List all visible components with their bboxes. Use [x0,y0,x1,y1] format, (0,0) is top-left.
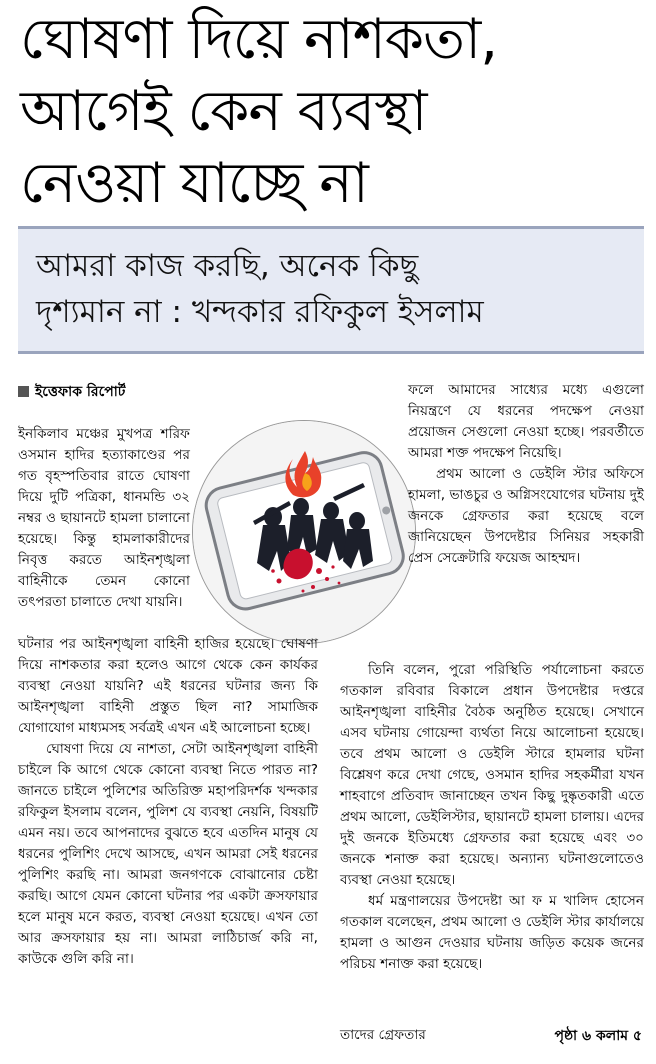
subheadline-line-2: দৃশ্যমান না : খন্দকার রফিকুল ইসলাম [36,294,484,330]
right-column-wrap [408,380,644,569]
right-paragraph-3: তিনি বলেন, পুরো পরিস্থিতি পর্যালোচনা করতে গতকাল রবিবার বিকালে প্রধান উপদেষ্টার দপ্তরে আইনশৃঙ্খলা বাহিনীর বৈঠক অনুষ্ঠিত হয়েছে। সেখানে এসব ঘটনায় গোয়েন্দা ব্যর্থতা নিয়ে আলোচনা হয়েছে। তবে প্রথম আলো ও ডেইলি স্টারে হামলার ঘটনা বিশ্লেষণ করে দেখা গেছে, ওসমান হাদির সহকর্মীরা যখন শাহবাগে প্রতিবাদ জানাচ্ছেন তখন কিছু দুষ্কৃতকারী এতে প্রথম আলো, ডেইলিস্টার, ছায়ানটে হামলা চালায়। এদের দুই জনকে ইতিমধ্যে গ্রেফতার করা হয়েছে এবং ৩০ জনকে শনাক্ত করা হয়েছে। অন্যান্য ঘটনাগুলোতেও ব্যবস্থা নেওয়া হয়েছে। [340,662,644,888]
headline-line-1: ঘোষণা দিয়ে নাশকতা, [20,7,498,72]
headline-line-3: নেওয়া যাচ্ছে না [20,151,368,216]
left-column-full [18,634,318,970]
left-paragraph-1-start: ইনকিলাব মঞ্চের মুখপত্র শরিফ ওসমান হাদির হত্যাকাণ্ডের পর গত বৃহস্পতিবার রাতে ঘোষণা দিয়ে দুটি পত্রিকা, ধানমন্ডি ৩২ নম্বর ও ছায়ানটে হামলা চালানো হয়েছে। কিন্তু হামলাকারীদের নিবৃত্ত করতে আইনশৃঙ্খলা বাহিনীকে তেমন কোনো তৎপরতা চালাতে দেখা যায়নি। [18,426,190,610]
subheadline [36,243,484,335]
phone-mob-illustration [193,421,415,643]
headline [20,4,640,220]
left-paragraph-2: ঘোষণা দিয়ে যে নাশতা, সেটা আইনশৃঙ্খলা বাহিনী চাইলে কি আগে থেকে কোনো ব্যবস্থা নিতে পারত না? জানতে চাইলে পুলিশের অতিরিক্ত মহাপরিদর্শক খন্দকার রফিকুল ইসলাম বলেন, পুলিশ যে ব্যবস্থা নেয়নি, বিষয়টি এমন নয়। তবে আপনাদের বুঝতে হবে এতদিন মানুষ যে ধরনের পুলিশিং দেখে আসছে, এখন আমরা সেই ধরনের পুলিশিং করছি না। আমরা জনগণকে বোঝানোর চেষ্টা করছি। আগে যেমন কোনো ঘটনার পর একটা ক্রসফায়ার হলে মানুষ মনে করত, ব্যবস্থা নেওয়া হয়েছে। এখন তো আর ক্রসফায়ার হয় না। আমরা লাঠিচার্জ করি না, কাউকে গুলি করি না। [18,741,318,967]
headline-line-2: আগেই কেন ব্যবস্থা [20,79,427,144]
right-paragraph-1: ফলে আমাদের সাধ্যের মধ্যে এগুলো নিয়ন্ত্রণে যে ধরনের পদক্ষেপ নেওয়া প্রয়োজন সেগুলো নেওয়া হচ্ছে। পরবর্তীতে আমরা শক্ত পদক্ষেপ নিয়েছি। [408,382,644,461]
byline [18,380,125,404]
left-column-wrap [18,424,190,613]
subheadline-line-1: আমরা কাজ করছি, অনেক কিছু [36,248,419,284]
illustration-image [192,420,416,644]
left-paragraph-1-rest: ঘটনার পর আইনশৃঙ্খলা বাহিনী হাজির হয়েছে। ঘোষণা দিয়ে নাশকতার করা হলেও আগে থেকে কেন কার্যকর ব্যবস্থা নেওয়া যায়নি? এই ধরনের ঘটনার জন্য কি আইনশৃঙ্খলা বাহিনী প্রস্তুত ছিল না? সামাজিক যোগাযোগ মাধ্যমসহ সর্বত্রই এখন এই আলোচনা হচ্ছে। [18,636,318,736]
right-paragraph-4: ধর্ম মন্ত্রণালয়ের উপদেষ্টা আ ফ ম খালিদ হোসেন গতকাল বলেছেন, প্রথম আলো ও ডেইলি স্টার কার্যালয়ে হামলা ও আগুন দেওয়ার ঘটনায় জড়িত কয়েক জনের পরিচয় শনাক্ত করা হয়েছে। [340,893,644,972]
right-last-line: তাদের গ্রেফতার [340,1027,426,1043]
byline-text: ইত্তেফাক রিপোর্ট [35,384,126,400]
byline-square-icon [18,386,29,397]
subheadline-box [18,226,644,354]
continuation-reference[interactable]: পৃষ্ঠা ৬ কলাম ৫ [554,1028,642,1044]
right-paragraph-2: প্রথম আলো ও ডেইলি স্টার অফিসে হামলা, ভাঙচুর ও অগ্নিসংযোগের ঘটনায় দুই জনকে গ্রেফতার করা হয়েছে বলে জানিয়েছেন উপদেষ্টার সিনিয়র সহকারী প্রেস সেক্রেটারি ফয়েজ আহম্মদ। [408,466,644,566]
right-column-full [340,660,644,975]
